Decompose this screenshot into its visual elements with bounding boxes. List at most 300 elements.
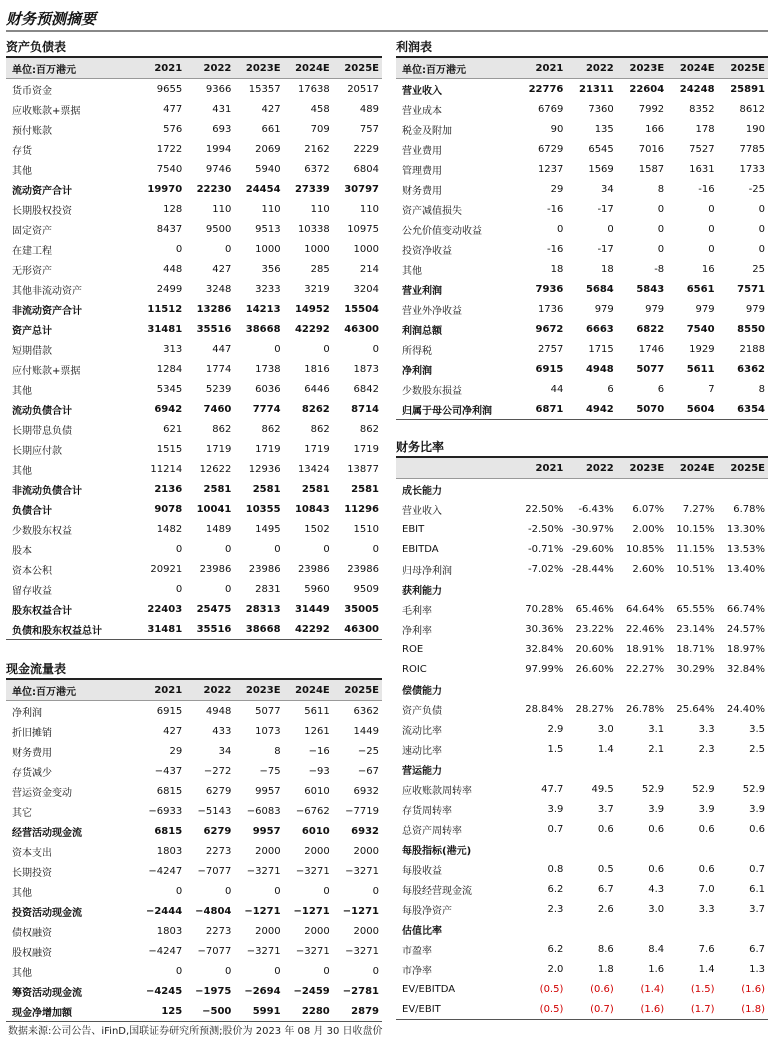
table-row: [6, 821, 382, 841]
cell-value: 1994: [205, 143, 232, 155]
cell-value: 5940: [255, 163, 281, 175]
cell-value: 9957: [255, 785, 281, 797]
cell-value: 2273: [205, 845, 232, 857]
cell-value: 9509: [353, 583, 379, 595]
cell-value: 23986: [297, 563, 330, 575]
table-row: [396, 339, 768, 359]
cell-value: 0: [274, 543, 281, 555]
cell-value: [667, 679, 717, 699]
cell-value: 34: [218, 745, 232, 757]
cell-value: 0.6: [648, 823, 665, 835]
year-header: 2023E: [234, 680, 283, 701]
cell-value: 7: [708, 383, 715, 395]
cell-value: 1073: [255, 725, 281, 737]
table-row: [6, 1001, 382, 1022]
cell-value: 979: [745, 303, 765, 315]
cell-value: 1.4: [698, 963, 715, 975]
cell-value: 6354: [718, 399, 768, 420]
cell-value: 10975: [347, 223, 379, 235]
row-label: 其它: [12, 807, 32, 819]
row-label: 市净率: [402, 965, 432, 977]
cell-value: −4804: [195, 905, 232, 917]
cell-value: 2.00%: [632, 523, 665, 535]
cell-value: 10843: [294, 503, 330, 515]
row-label: 每股收益: [402, 865, 442, 877]
table-row: [6, 399, 382, 419]
cell-value: 2879: [333, 1001, 382, 1022]
cell-value: 4942: [566, 399, 616, 420]
cell-value: 6036: [255, 383, 281, 395]
cell-value: 5960: [304, 583, 330, 595]
cell-value: 5684: [585, 283, 614, 295]
cell-value: [718, 679, 768, 699]
table-row: [6, 981, 382, 1001]
cell-value: 1510: [353, 523, 379, 535]
cell-value: 5611: [686, 363, 715, 375]
row-label: 净利润: [12, 707, 42, 719]
cell-value: 1738: [255, 363, 281, 375]
cell-value: 9672: [535, 323, 564, 335]
cell-value: 6932: [353, 785, 379, 797]
cell-value: 24.57%: [726, 623, 765, 635]
year-header: 2021: [136, 680, 185, 701]
cell-value: 15357: [248, 83, 281, 95]
cell-value: [617, 839, 667, 859]
cell-value: 8550: [737, 323, 765, 335]
cell-value: 32.84%: [525, 643, 564, 655]
table-row: [6, 419, 382, 439]
cell-value: 47.7: [541, 783, 564, 795]
row-label: 速动比率: [402, 745, 442, 757]
cell-value: 0: [657, 223, 665, 235]
cell-value: (1.5): [690, 983, 715, 995]
cell-value: 5991: [234, 1001, 283, 1022]
cell-value: 8: [274, 745, 281, 757]
row-label: 经营活动现金流: [12, 827, 82, 839]
cell-value: [718, 759, 768, 779]
cell-value: [617, 579, 667, 599]
cell-value: 11.15%: [676, 543, 715, 555]
cell-value: 1929: [689, 343, 715, 355]
row-label: 营业成本: [402, 105, 442, 117]
table-row: [396, 959, 768, 979]
row-label: 存货减少: [12, 767, 52, 779]
cell-value: 2000: [353, 845, 379, 857]
cell-value: 1736: [537, 303, 564, 315]
cell-value: −1271: [244, 905, 281, 917]
cell-value: 12936: [248, 463, 281, 475]
cell-value: 64.64%: [626, 603, 665, 615]
cell-value: 4948: [585, 363, 614, 375]
row-label: 净利率: [402, 625, 432, 637]
row-label: 股本: [12, 545, 32, 557]
cell-value: −7077: [197, 865, 232, 877]
table-row: [396, 939, 768, 959]
cell-value: 2.3: [547, 903, 564, 915]
cell-value: 52.9: [641, 783, 665, 795]
row-label: 应收账款+票据: [12, 105, 81, 117]
year-header: 2022: [185, 680, 234, 701]
cell-value: 5604: [667, 399, 717, 420]
year-header: 2024E: [284, 680, 333, 701]
table-row: [396, 739, 768, 759]
cell-value: 8437: [156, 223, 183, 235]
cell-value: 1719: [304, 443, 330, 455]
cell-value: 38668: [234, 619, 283, 640]
income-statement-title: 利润表: [396, 38, 768, 58]
cell-value: 6.2: [547, 883, 564, 895]
cell-value: -28.44%: [572, 563, 614, 575]
cell-value: 0: [372, 965, 379, 977]
table-row: [6, 119, 382, 139]
cell-value: 23986: [347, 563, 379, 575]
table-row: [6, 741, 382, 761]
cell-value: 2581: [252, 483, 281, 495]
cell-value: 3233: [255, 283, 281, 295]
cell-value: 8: [657, 183, 665, 195]
cell-value: -0.71%: [528, 543, 564, 555]
cell-value: 285: [310, 263, 330, 275]
cell-value: 6815: [156, 785, 183, 797]
cell-value: 4948: [205, 705, 232, 717]
cell-value: −3271: [345, 945, 379, 957]
cell-value: 313: [163, 343, 183, 355]
cell-value: 7571: [737, 283, 765, 295]
cell-value: (1.4): [640, 983, 665, 995]
cell-value: 20517: [347, 83, 379, 95]
cell-value: 24248: [679, 83, 715, 95]
table-row: [396, 579, 768, 599]
cell-value: 3.0: [648, 903, 665, 915]
row-label: 流动资产合计: [12, 185, 72, 197]
row-label: 长期投资: [12, 867, 52, 879]
cell-value: 7785: [739, 143, 765, 155]
cell-value: 6815: [154, 825, 183, 837]
cell-value: 26.78%: [626, 703, 665, 715]
cell-value: 24454: [245, 183, 281, 195]
cell-value: 178: [695, 123, 715, 135]
cell-value: 0: [175, 583, 183, 595]
cell-value: 22776: [528, 83, 564, 95]
cell-value: 8352: [689, 103, 715, 115]
cell-value: 9957: [252, 825, 281, 837]
cell-value: 3.9: [547, 803, 564, 815]
header-row: [396, 58, 768, 79]
unit-header: 单位:百万港元: [6, 58, 136, 79]
cell-value: 862: [359, 423, 379, 435]
row-label: 所得税: [402, 345, 432, 357]
cell-value: 1237: [537, 163, 564, 175]
cell-value: 15504: [344, 303, 379, 315]
header-row: [6, 680, 382, 701]
cell-value: 38668: [245, 323, 281, 335]
cell-value: 6915: [535, 363, 564, 375]
cell-value: 6.2: [547, 943, 564, 955]
cell-value: 0: [372, 543, 379, 555]
cell-value: 0: [225, 243, 232, 255]
table-row: [396, 839, 768, 859]
cell-value: 447: [212, 343, 232, 355]
cell-value: 1.8: [597, 963, 614, 975]
cell-value: 0: [175, 543, 183, 555]
table-row: [396, 359, 768, 379]
cell-value: 110: [359, 203, 379, 215]
cell-value: 0.6: [648, 863, 665, 875]
cell-value: −3271: [295, 865, 330, 877]
cell-value: −6083: [246, 805, 281, 817]
income-statement-table: [396, 58, 768, 420]
row-label: 流动负债合计: [12, 405, 72, 417]
cell-value: 18: [601, 263, 614, 275]
cell-value: 3.5: [749, 723, 765, 735]
cell-value: 757: [359, 123, 379, 135]
cell-value: 0: [557, 223, 564, 235]
cell-value: 0: [225, 885, 232, 897]
cell-value: 979: [645, 303, 665, 315]
cell-value: 458: [310, 103, 330, 115]
table-row: [6, 721, 382, 741]
cell-value: 709: [310, 123, 330, 135]
cell-value: 0: [708, 203, 715, 215]
row-label: EBITDA: [402, 543, 439, 555]
cell-value: -16: [547, 243, 564, 255]
cell-value: 0: [758, 223, 765, 235]
cell-value: 0: [225, 543, 232, 555]
table-row: [6, 961, 382, 981]
table-row: [6, 921, 382, 941]
cell-value: 0: [708, 223, 715, 235]
row-label: 现金净增加额: [6, 1001, 136, 1022]
row-label: ROE: [402, 643, 424, 655]
cell-value: −93: [308, 765, 330, 777]
table-row: [396, 159, 768, 179]
cell-value: 1816: [304, 363, 330, 375]
cell-value: [667, 479, 717, 500]
table-row: [6, 841, 382, 861]
cell-value: [617, 759, 667, 779]
cell-value: 9655: [156, 83, 183, 95]
cell-value: 0: [758, 203, 765, 215]
cell-value: 427: [163, 725, 183, 737]
row-label: 营业利润: [402, 285, 442, 297]
cell-value: 1.4: [597, 743, 614, 755]
cell-value: 0: [372, 885, 379, 897]
table-row: [6, 539, 382, 559]
table-row: [6, 801, 382, 821]
ratios-title: 财务比率: [396, 438, 768, 458]
cell-value: [667, 839, 717, 859]
row-label: 其他: [12, 385, 32, 397]
table-row: [396, 679, 768, 699]
ratios-table: [396, 458, 768, 1020]
row-label: 资产减值损失: [402, 205, 462, 217]
cell-value: 6.7: [749, 943, 765, 955]
row-label: 净利润: [402, 365, 432, 377]
cell-value: 46300: [344, 323, 379, 335]
cell-value: 28313: [245, 603, 281, 615]
table-row: [6, 379, 382, 399]
table-row: [396, 659, 768, 679]
cell-value: 6: [657, 383, 665, 395]
cell-value: (0.5): [539, 983, 564, 995]
cell-value: 9513: [255, 223, 281, 235]
cell-value: 1722: [156, 143, 183, 155]
balance-sheet-table: [6, 58, 382, 640]
cell-value: 3248: [205, 283, 232, 295]
cell-value: 6729: [537, 143, 564, 155]
cell-value: 70.28%: [525, 603, 564, 615]
cell-value: −6762: [295, 805, 330, 817]
row-label: 营业费用: [402, 145, 442, 157]
cell-value: 110: [261, 203, 281, 215]
cell-value: −2694: [244, 985, 281, 997]
cell-value: 128: [163, 203, 183, 215]
cell-value: 13.30%: [726, 523, 765, 535]
table-row: [6, 901, 382, 921]
row-label: 市盈率: [402, 945, 432, 957]
row-label: 资产负债: [402, 705, 442, 717]
cell-value: 433: [212, 725, 232, 737]
cell-value: 18.91%: [626, 643, 665, 655]
cell-value: 2831: [255, 583, 281, 595]
footnote: 数据来源:公司公告、iFinD,国联证券研究所预测;股价为 2023 年 08 月 30 日收盘价: [8, 1026, 383, 1037]
cell-value: 0: [323, 543, 330, 555]
cell-value: 7527: [689, 143, 715, 155]
cell-value: 10.51%: [676, 563, 715, 575]
year-header: 2023E: [617, 58, 667, 79]
cell-value: 6804: [353, 163, 379, 175]
table-row: [6, 519, 382, 539]
cell-value: 2136: [154, 483, 183, 495]
table-row: [6, 499, 382, 519]
row-label: 投资净收益: [402, 245, 452, 257]
cell-value: 7540: [686, 323, 715, 335]
cell-value: −2781: [342, 985, 379, 997]
table-row: [396, 979, 768, 999]
row-label: 货币资金: [12, 85, 52, 97]
cell-value: 2581: [301, 483, 330, 495]
row-label: 成长能力: [402, 485, 442, 497]
cell-value: 7.6: [698, 943, 715, 955]
table-row: [6, 339, 382, 359]
cell-value: 6279: [203, 825, 232, 837]
cell-value: −2444: [145, 905, 183, 917]
cell-value: 0: [657, 243, 665, 255]
cell-value: 22403: [147, 603, 183, 615]
cell-value: 0: [323, 343, 330, 355]
cell-value: 6915: [156, 705, 183, 717]
cell-value: 979: [594, 303, 614, 315]
cell-value: 14213: [245, 303, 281, 315]
row-label: 债权融资: [12, 927, 52, 939]
cell-value: 35516: [185, 619, 234, 640]
table-row: [396, 399, 768, 420]
year-header: 2025E: [333, 58, 382, 79]
row-label: EV/EBITDA: [402, 983, 456, 995]
row-label: 股东权益合计: [12, 605, 72, 617]
cell-value: 6545: [588, 143, 614, 155]
table-row: [396, 319, 768, 339]
header-row: [6, 58, 382, 79]
cell-value: 30.36%: [525, 623, 564, 635]
cell-value: 6932: [351, 825, 379, 837]
cell-value: 2069: [255, 143, 281, 155]
cell-value: 0.6: [749, 823, 765, 835]
table-row: [396, 219, 768, 239]
cell-value: 135: [594, 123, 614, 135]
cell-value: −4247: [148, 945, 183, 957]
cell-value: [516, 919, 566, 939]
table-row: [6, 619, 382, 640]
cell-value: [718, 579, 768, 599]
cell-value: 125: [136, 1001, 185, 1022]
cell-value: 13.53%: [726, 543, 765, 555]
table-row: [396, 779, 768, 799]
cell-value: 13.40%: [726, 563, 765, 575]
row-label: 归母净利润: [402, 565, 452, 577]
table-row: [6, 139, 382, 159]
cell-value: [566, 579, 616, 599]
table-row: [6, 941, 382, 961]
row-label: 财务费用: [12, 747, 52, 759]
table-row: [6, 99, 382, 119]
cell-value: 11296: [344, 503, 379, 515]
cell-value: 6842: [353, 383, 379, 395]
cell-value: 3204: [353, 283, 379, 295]
cell-value: 1719: [205, 443, 232, 455]
cell-value: 0: [225, 583, 232, 595]
cell-value: 3.3: [698, 903, 715, 915]
row-label: 公允价值变动收益: [402, 225, 482, 237]
row-label: 非流动负债合计: [12, 485, 82, 497]
cell-value: 2499: [156, 283, 183, 295]
cell-value: 6362: [737, 363, 765, 375]
cell-value: 1631: [689, 163, 715, 175]
cell-value: 18: [550, 263, 564, 275]
cell-value: 6942: [154, 403, 183, 415]
row-label: 应付账款+票据: [12, 365, 81, 377]
cell-value: -6.43%: [578, 503, 614, 515]
cell-value: 90: [550, 123, 564, 135]
row-label: 其他非流动资产: [12, 285, 82, 297]
cell-value: −5143: [197, 805, 232, 817]
cell-value: 4.3: [648, 883, 665, 895]
row-label: 资本公积: [12, 565, 52, 577]
cell-value: 25891: [730, 83, 765, 95]
cell-value: 3.0: [597, 723, 614, 735]
table-row: [396, 539, 768, 559]
row-label: 营运能力: [402, 765, 442, 777]
table-row: [396, 899, 768, 919]
cell-value: 7460: [203, 403, 232, 415]
cell-value: −3271: [345, 865, 379, 877]
row-label: 估值比率: [402, 925, 442, 937]
cell-value: 2581: [203, 483, 232, 495]
cell-value: 3.9: [648, 803, 665, 815]
balance-sheet-panel: [6, 38, 382, 640]
table-row: [396, 719, 768, 739]
cell-value: [667, 759, 717, 779]
table-row: [396, 559, 768, 579]
cell-value: [718, 839, 768, 859]
cell-value: 1569: [588, 163, 614, 175]
cell-value: [516, 679, 566, 699]
cell-value: 3.7: [749, 903, 765, 915]
row-label: EV/EBIT: [396, 999, 516, 1020]
cell-value: 1515: [156, 443, 183, 455]
row-label: 获利能力: [402, 585, 442, 597]
table-row: [6, 881, 382, 901]
